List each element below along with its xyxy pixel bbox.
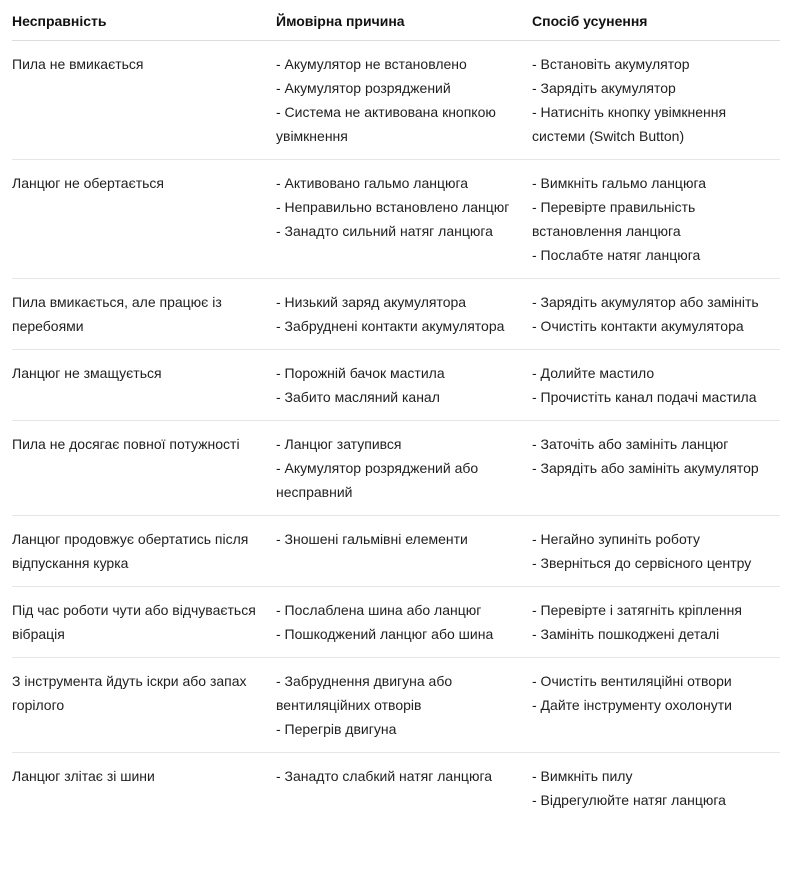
- solution-item: - Відрегулюйте натяг ланцюга: [532, 792, 726, 808]
- cause-item: - Забруднення двигуна або вентиляційних отворів: [276, 673, 453, 713]
- table-row: [12, 658, 780, 753]
- solution-item: - Прочистіть канал подачі мастила: [532, 389, 757, 405]
- solution-item: - Послабте натяг ланцюга: [532, 247, 701, 263]
- table-header: [12, 0, 780, 41]
- table-row: [12, 516, 780, 587]
- cause-item: - Порожній бачок мастила: [276, 365, 445, 381]
- cause-cell: [276, 421, 532, 515]
- problem-cell: З інструмента йдуть іскри або запах горілого: [12, 673, 247, 713]
- cause-cell: [276, 587, 532, 657]
- header-problem: Несправність: [12, 13, 107, 29]
- problem-cell: Пила вмикається, але працює із перебоями: [12, 294, 222, 334]
- solution-cell: [532, 350, 780, 420]
- cause-item: - Забито масляний канал: [276, 389, 440, 405]
- solution-item: - Заточіть або замініть ланцюг: [532, 436, 729, 452]
- troubleshooting-table: [12, 0, 780, 823]
- problem-cell: Ланцюг продовжує обертатись після відпускання курка: [12, 531, 249, 571]
- solution-item: - Встановіть акумулятор: [532, 56, 690, 72]
- cause-item: - Акумулятор розряджений: [276, 80, 451, 96]
- problem-cell: Пила не вмикається: [12, 56, 144, 72]
- cause-item: - Неправильно встановлено ланцюг: [276, 199, 510, 215]
- solution-item: - Перевірте і затягніть кріплення: [532, 602, 742, 618]
- problem-cell: Ланцюг не обертається: [12, 175, 165, 191]
- solution-item: - Натисніть кнопку увімкнення системи (Switch Button): [532, 104, 727, 144]
- solution-item: - Замініть пошкоджені деталі: [532, 626, 720, 642]
- solution-cell: [532, 516, 780, 586]
- solution-cell: [532, 587, 780, 657]
- solution-item: - Зверніться до сервісного центру: [532, 555, 752, 571]
- cause-item: - Забруднені контакти акумулятора: [276, 318, 505, 334]
- table-row: [12, 160, 780, 279]
- solution-item: - Перевірте правильність встановлення ланцюга: [532, 199, 696, 239]
- solution-cell: [532, 160, 780, 278]
- cause-cell: [276, 160, 532, 278]
- cause-item: - Послаблена шина або ланцюг: [276, 602, 482, 618]
- problem-cell: Ланцюг злітає зі шини: [12, 768, 155, 784]
- solution-cell: [532, 41, 780, 159]
- solution-item: - Негайно зупиніть роботу: [532, 531, 700, 547]
- cause-item: - Занадто слабкий натяг ланцюга: [276, 768, 493, 784]
- cause-item: - Перегрів двигуна: [276, 721, 397, 737]
- table-row: [12, 41, 780, 160]
- cause-cell: [276, 516, 532, 586]
- cause-cell: [276, 753, 532, 823]
- header-solution: Спосіб усунення: [532, 13, 648, 29]
- cause-cell: [276, 658, 532, 752]
- solution-item: - Дайте інструменту охолонути: [532, 697, 732, 713]
- cause-item: - Пошкоджений ланцюг або шина: [276, 626, 494, 642]
- solution-item: - Долийте мастило: [532, 365, 655, 381]
- cause-cell: [276, 41, 532, 159]
- header-cause: Ймовірна причина: [276, 13, 405, 29]
- solution-item: - Зарядіть акумулятор або замініть: [532, 294, 759, 310]
- table-row: [12, 421, 780, 516]
- cause-item: - Система не активована кнопкою увімкнення: [276, 104, 496, 144]
- solution-cell: [532, 279, 780, 349]
- table-row: [12, 587, 780, 658]
- problem-cell: Ланцюг не змащується: [12, 365, 162, 381]
- table-row: [12, 279, 780, 350]
- cause-cell: [276, 279, 532, 349]
- cause-item: - Акумулятор не встановлено: [276, 56, 467, 72]
- table-row: [12, 350, 780, 421]
- solution-item: - Зарядіть акумулятор: [532, 80, 676, 96]
- solution-item: - Вимкніть гальмо ланцюга: [532, 175, 707, 191]
- table-row: [12, 753, 780, 823]
- problem-cell: Під час роботи чути або відчувається вібрація: [12, 602, 256, 642]
- solution-item: - Вимкніть пилу: [532, 768, 633, 784]
- cause-item: - Активовано гальмо ланцюга: [276, 175, 469, 191]
- solution-cell: [532, 421, 780, 515]
- cause-cell: [276, 350, 532, 420]
- solution-item: - Очистіть контакти акумулятора: [532, 318, 744, 334]
- cause-item: - Ланцюг затупився: [276, 436, 402, 452]
- solution-cell: [532, 753, 780, 823]
- solution-item: - Зарядіть або замініть акумулятор: [532, 460, 759, 476]
- cause-item: - Акумулятор розряджений або несправний: [276, 460, 479, 500]
- solution-cell: [532, 658, 780, 752]
- solution-item: - Очистіть вентиляційні отвори: [532, 673, 732, 689]
- cause-item: - Низький заряд акумулятора: [276, 294, 467, 310]
- problem-cell: Пила не досягає повної потужності: [12, 436, 240, 452]
- cause-item: - Занадто сильний натяг ланцюга: [276, 223, 493, 239]
- cause-item: - Зношені гальмівні елементи: [276, 531, 468, 547]
